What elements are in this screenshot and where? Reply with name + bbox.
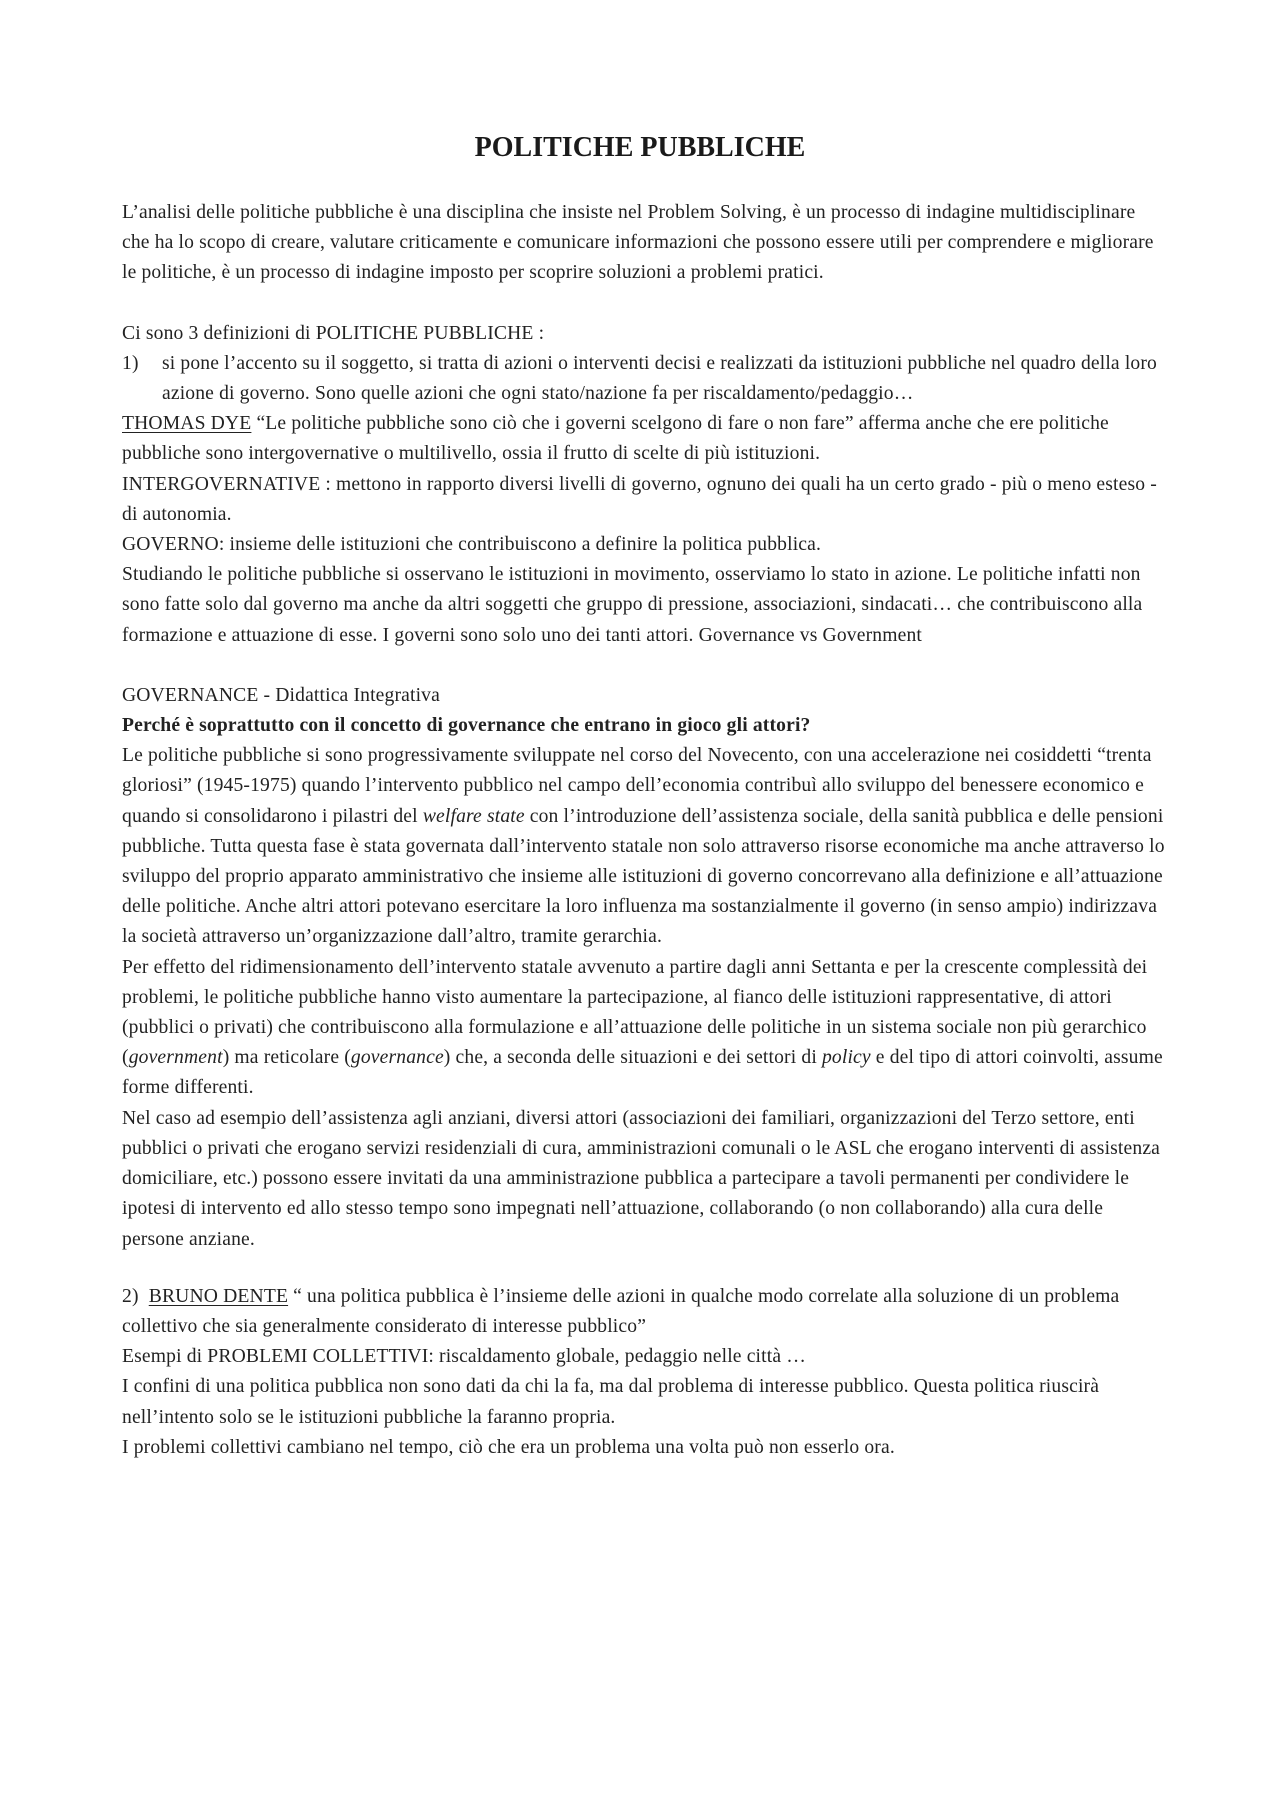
cambiano-paragraph: I problemi collettivi cambiano nel tempo, ciò che era un problema una volta può non esserlo ora. [122,1436,895,1458]
settanta-text-d: e del tipo di attori coinvolti, assume forme differenti. [122,1047,1163,1099]
welfare-state-term: welfare state [422,805,525,827]
settanta-text-b: ) ma reticolare ( [222,1047,351,1069]
document-body [122,198,1166,1463]
dente-name: BRUNO DENTE [148,1285,289,1307]
definition-2 [122,1282,1166,1342]
policy-term: policy [821,1047,871,1069]
settanta-text-a: Per effetto del ridimensionamento dell’intervento statale avvenuto a partire dagli anni Settanta e per la crescente complessità dei problemi, le politiche pubbliche hanno visto aumentare la partecipazione, al fianco delle istituzioni rappresentative, di attori (pubblici o privati) che contribuiscono alla formulazione e all’attuazione delle politiche in un sistema sociale non più gerarchico ( [122,956,1148,1069]
settanta-text-c: ) che, a seconda delle situazioni e dei settori di [443,1047,822,1069]
definition-1 [122,349,1166,409]
governance-question: Perché è soprattutto con il concetto di governance che entrano in gioco gli attori? [122,715,811,737]
novecento-text-a: Le politiche pubbliche si sono progressivamente sviluppate nel corso del Novecento, con una accelerazione nei cosiddetti “trenta gloriosi” (1945-1975) quando l’intervento pubblico nel campo dell’economia contribuì allo sviluppo del benessere economico e quando si consolidarono i pilastri del [122,745,1152,827]
governance-heading: GOVERNANCE - Didattica Integrativa [122,684,440,706]
intro-paragraph: L’analisi delle politiche pubbliche è una disciplina che insiste nel Problem Solving, è un processo di indagine multidisciplinare che ha lo scopo di creare, valutare criticamente e comunicare informazioni che possono essere utili per comprendere e migliorare le politiche, è un processo di indagine imposto per scoprire soluzioni a problemi pratici. [122,202,1154,284]
anziani-paragraph: Nel caso ad esempio dell’assistenza agli anziani, diversi attori (associazioni dei familiari, organizzazioni del Terzo settore, enti pubblici o privati che erogano servizi residenziali di cura, amministrazioni comunali o le ASL che erogano interventi di assistenza domiciliare, etc.) possono essere invitati da una amministrazione pubblica a partecipare a tavoli permanenti per condividere le ipotesi di intervento ed allo stesso tempo sono impegnati nell’attuazione, collaborando (o non collaborando) alla cura delle persone anziane. [122,1107,1161,1250]
governance-term: governance [350,1047,444,1069]
intergovernative-paragraph: INTERGOVERNATIVE : mettono in rapporto diversi livelli di governo, ognuno dei quali ha un certo grado - più o meno esteso - di autonomia. [122,473,1157,525]
definition-2-number: 2) [122,1285,139,1307]
dye-name: THOMAS DYE [122,413,252,435]
definitions-heading: Ci sono 3 definizioni di POLITICHE PUBBLICHE : [122,322,545,344]
dye-text: “Le politiche pubbliche sono ciò che i governi scelgono di fare o non fare” afferma anche che ere politiche pubbliche sono intergovernative o multilivello, ossia il frutto di scelte di più istituzioni. [122,413,1109,465]
confini-paragraph: I confini di una politica pubblica non sono dati da chi la fa, ma dal problema di interesse pubblico. Questa politica riuscirà nell’intento solo se le istituzioni pubbliche la faranno propria. [122,1376,1100,1428]
dye-paragraph [122,409,1166,469]
definition-1-text: si pone l’accento su il soggetto, si tratta di azioni o interventi decisi e realizzati da istituzioni pubbliche nel quadro della loro azione di governo. Sono quelle azioni che ogni stato/nazione fa per riscaldamento/pedaggio… [162,352,1157,405]
novecento-paragraph [122,741,1166,952]
studiando-paragraph: Studiando le politiche pubbliche si osservano le istituzioni in movimento, osserviamo lo stato in azione. Le politiche infatti non sono fatte solo dal governo ma anche da altri soggetti che gruppo di pressione, associazioni, sindacati… che contribuiscono alla formazione e attuazione di esse. I governi sono solo uno dei tanti attori. Governance vs Government [122,564,1143,646]
definition-2-text: “ una politica pubblica è l’insieme delle azioni in qualche modo correlate alla soluzione di un problema collettivo che sia generalmente considerato di interesse pubblico” [122,1285,1120,1337]
esempi-paragraph: Esempi di PROBLEMI COLLETTIVI: riscaldamento globale, pedaggio nelle città … [122,1346,806,1368]
governo-paragraph: GOVERNO: insieme delle istituzioni che contribuiscono a definire la politica pubblica. [122,534,822,556]
novecento-text-b: con l’introduzione dell’assistenza sociale, della sanità pubblica e delle pensioni pubbliche. Tutta questa fase è stata governata dall’intervento statale non solo attraverso risorse economiche ma anche attraverso lo sviluppo del proprio apparato amministrativo che insieme alle istituzioni di governo concorrevano alla definizione e all’attuazione delle politiche. Anche altri attori potevano esercitare la loro influenza ma sostanzialmente il governo (in senso ampio) indirizzava la società attraverso un’organizzazione dall’altro, tramite gerarchia. [122,805,1165,948]
page-title: POLITICHE PUBBLICHE [474,132,806,163]
government-term: government [128,1047,223,1069]
settanta-paragraph [122,953,1166,1104]
definition-1-number: 1) [122,352,139,374]
